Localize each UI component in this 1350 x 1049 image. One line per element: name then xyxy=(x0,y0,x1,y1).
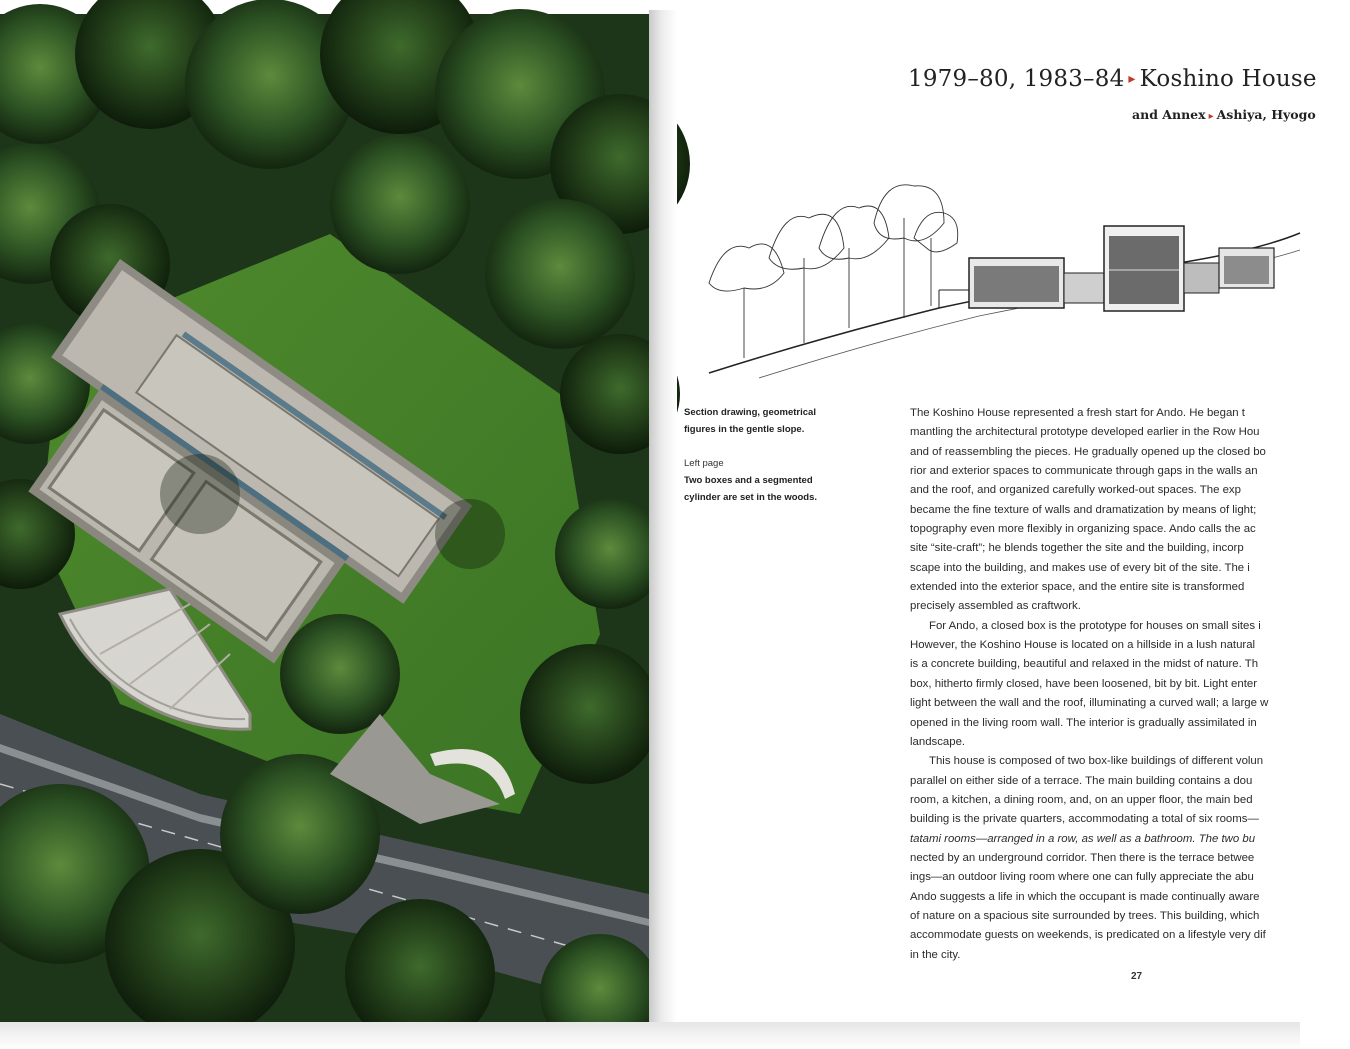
title-name: Koshino House xyxy=(1139,66,1317,92)
body-line: site “site-craft”; he blends together the site and the building, incorp xyxy=(910,542,1244,555)
body-line: opened in the living room wall. The interior is gradually assimilated in xyxy=(910,716,1257,729)
body-line: For Ando, a closed box is the prototype for houses on small sites i xyxy=(929,619,1261,632)
body-line: building is the private quarters, accommodating a total of six rooms— xyxy=(910,813,1259,826)
subtitle-location: Ashiya, Hyogo xyxy=(1216,107,1316,122)
sketched-trees xyxy=(709,185,958,358)
body-line: in the city. xyxy=(910,948,961,961)
body-line: precisely assembled as craftwork. xyxy=(910,600,1081,613)
body-line: Ando suggests a life in which the occupant is made continually aware xyxy=(910,890,1260,903)
caption-left-page xyxy=(684,455,834,506)
page-number: 27 xyxy=(1131,971,1143,982)
caption-section-line2: figures in the gentle slope. xyxy=(684,424,805,435)
body-line: extended into the exterior space, and the entire site is transformed xyxy=(910,581,1245,594)
caption-left-page-line2: cylinder are set in the woods. xyxy=(684,492,818,503)
page-subtitle xyxy=(1132,107,1316,122)
caption-left-page-line1: Two boxes and a segmented xyxy=(684,475,813,486)
body-line: and the roof, and organized carefully worked-out spaces. The exp xyxy=(910,484,1241,497)
body-line: accommodate guests on weekends, is predicated on a lifestyle very dif xyxy=(910,929,1266,942)
body-line: landscape. xyxy=(910,735,966,748)
section-drawing xyxy=(699,178,1300,383)
body-line: room, a kitchen, a dining room, and, on an upper floor, the main bed xyxy=(910,793,1253,806)
caption-section-line1: Section drawing, geometrical xyxy=(684,407,816,418)
body-line: light between the wall and the roof, illuminating a curved wall; a large w xyxy=(910,697,1269,710)
aerial-photo-drawing xyxy=(0,14,649,1022)
body-line: box, hitherto firmly closed, have been loosened, bit by bit. Light enter xyxy=(910,677,1257,690)
body-line: became the fine texture of walls and dramatization by means of light; xyxy=(910,503,1257,516)
building-section xyxy=(939,226,1274,311)
body-line: The Koshino House represented a fresh start for Ando. He began t xyxy=(910,407,1245,419)
caption-left-page-label: Left page xyxy=(684,458,724,469)
body-line: mantling the architectural prototype developed earlier in the Row Hou xyxy=(910,426,1260,439)
body-line: rior and exterior spaces to communicate through gaps in the walls an xyxy=(910,465,1258,478)
body-line: nected by an underground corridor. Then there is the terrace betwee xyxy=(910,851,1255,864)
right-page xyxy=(649,0,1317,1049)
aerial-photo xyxy=(0,14,649,1022)
subtitle-marker-icon: ▸ xyxy=(1208,111,1214,122)
body-line: and of reassembling the pieces. He gradually opened up the closed bo xyxy=(910,445,1266,458)
body-line: tatami rooms—arranged in a row, as well as a bathroom. The two bu xyxy=(910,832,1256,845)
page-title xyxy=(908,66,1317,92)
body-line: is a concrete building, beautiful and relaxed in the midst of nature. Th xyxy=(910,658,1259,671)
caption-section-drawing xyxy=(684,404,834,438)
body-line: of nature on a spacious site surrounded by trees. This building, which xyxy=(910,909,1260,922)
body-line: However, the Koshino House is located on a hillside in a lush natural xyxy=(910,639,1256,652)
title-marker-icon: ▸ xyxy=(1128,71,1136,87)
title-years: 1979–80, 1983–84 xyxy=(908,66,1125,92)
body-line: parallel on either side of a terrace. The main building contains a dou xyxy=(910,774,1253,787)
body-line: topography even more flexibly in organizing space. Ando calls the ac xyxy=(910,523,1256,536)
body-line: This house is composed of two box-like buildings of different volun xyxy=(929,755,1264,768)
body-text xyxy=(910,404,1350,965)
subtitle-text: and Annex xyxy=(1132,107,1206,122)
body-line: ings—an outdoor living room where one can fully appreciate the abu xyxy=(910,871,1254,884)
page-bottom-shadow xyxy=(0,1022,1300,1049)
body-line: scape into the building, and makes use of every bit of the site. The i xyxy=(910,561,1250,574)
